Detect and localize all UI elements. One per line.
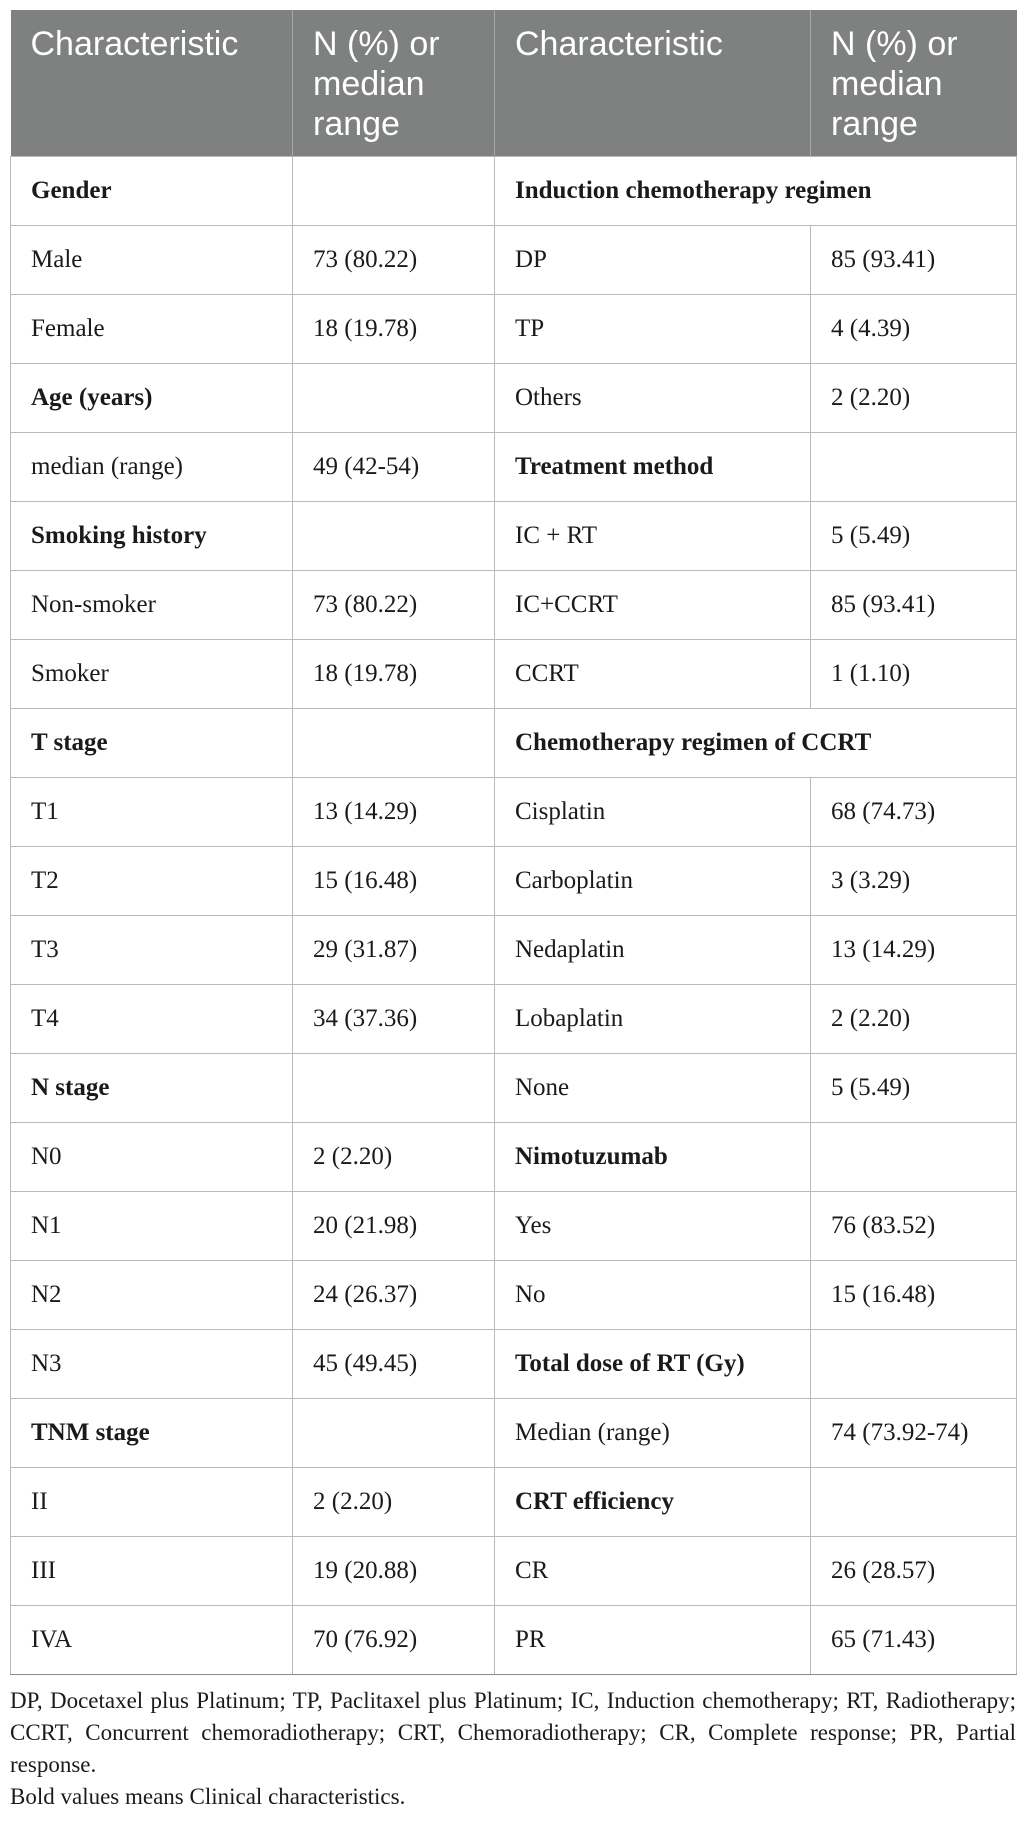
value-cell-right: 2 (2.20) — [811, 985, 1017, 1054]
section-heading-left: Smoking history — [11, 502, 293, 571]
table-row — [11, 1606, 1017, 1675]
table-row — [11, 916, 1017, 985]
table-row — [11, 226, 1017, 295]
value-cell-right — [811, 1123, 1017, 1192]
table-row — [11, 1192, 1017, 1261]
section-heading-right: CRT efficiency — [495, 1468, 811, 1537]
clinical-characteristics-table — [10, 10, 1017, 1675]
value-cell-right: 1 (1.10) — [811, 640, 1017, 709]
characteristic-label-right: Yes — [495, 1192, 811, 1261]
section-heading-right: Nimotuzumab — [495, 1123, 811, 1192]
value-cell-left: 2 (2.20) — [293, 1123, 495, 1192]
characteristic-label-left: III — [11, 1537, 293, 1606]
characteristic-label-left: median (range) — [11, 433, 293, 502]
table-container — [10, 10, 1016, 1813]
value-cell-left: 29 (31.87) — [293, 916, 495, 985]
characteristic-label-left: T2 — [11, 847, 293, 916]
characteristic-label-right: Nedaplatin — [495, 916, 811, 985]
characteristic-label-left: N2 — [11, 1261, 293, 1330]
section-heading-left: T stage — [11, 709, 293, 778]
value-cell-left: 18 (19.78) — [293, 640, 495, 709]
characteristic-label-right: IC + RT — [495, 502, 811, 571]
value-cell-left — [293, 157, 495, 226]
value-cell-left: 34 (37.36) — [293, 985, 495, 1054]
section-heading-right: Total dose of RT (Gy) — [495, 1330, 811, 1399]
header-line: median — [831, 65, 943, 103]
value-cell-left: 70 (76.92) — [293, 1606, 495, 1675]
header-line: median — [313, 65, 425, 103]
value-cell-left: 73 (80.22) — [293, 226, 495, 295]
characteristic-label-left: II — [11, 1468, 293, 1537]
characteristic-label-right: IC+CCRT — [495, 571, 811, 640]
table-row — [11, 364, 1017, 433]
header-line: range — [831, 105, 918, 143]
header-line: N (%) or — [831, 25, 958, 63]
section-heading-right: Chemotherapy regimen of CCRT — [495, 709, 1017, 778]
characteristic-label-left: N1 — [11, 1192, 293, 1261]
table-row — [11, 502, 1017, 571]
value-cell-left — [293, 709, 495, 778]
value-cell-right — [811, 1330, 1017, 1399]
characteristic-label-right: Others — [495, 364, 811, 433]
value-cell-left — [293, 1399, 495, 1468]
value-cell-right: 65 (71.43) — [811, 1606, 1017, 1675]
header-line: range — [313, 105, 400, 143]
header-n-percent-right — [811, 10, 1017, 157]
table-row — [11, 640, 1017, 709]
characteristic-label-left: Male — [11, 226, 293, 295]
characteristic-label-left: N3 — [11, 1330, 293, 1399]
value-cell-right: 5 (5.49) — [811, 1054, 1017, 1123]
table-footnotes — [10, 1685, 1016, 1813]
characteristic-label-left: IVA — [11, 1606, 293, 1675]
table-row — [11, 433, 1017, 502]
table-row — [11, 778, 1017, 847]
table-row — [11, 1468, 1017, 1537]
table-row — [11, 847, 1017, 916]
value-cell-left: 45 (49.45) — [293, 1330, 495, 1399]
characteristic-label-left: Smoker — [11, 640, 293, 709]
bold-values-note: Bold values means Clinical characteristics. — [10, 1784, 406, 1809]
value-cell-right: 26 (28.57) — [811, 1537, 1017, 1606]
table-row — [11, 1330, 1017, 1399]
header-line: N (%) or — [313, 25, 440, 63]
value-cell-left: 2 (2.20) — [293, 1468, 495, 1537]
value-cell-left: 15 (16.48) — [293, 847, 495, 916]
characteristic-label-right: No — [495, 1261, 811, 1330]
characteristic-label-left: T1 — [11, 778, 293, 847]
characteristic-label-right: Lobaplatin — [495, 985, 811, 1054]
characteristic-label-left: T4 — [11, 985, 293, 1054]
value-cell-left: 13 (14.29) — [293, 778, 495, 847]
table-row — [11, 295, 1017, 364]
table-row — [11, 1399, 1017, 1468]
table-row — [11, 1054, 1017, 1123]
value-cell-right: 5 (5.49) — [811, 502, 1017, 571]
table-row — [11, 1261, 1017, 1330]
section-heading-left: Age (years) — [11, 364, 293, 433]
header-n-percent-left — [293, 10, 495, 157]
section-heading-left: N stage — [11, 1054, 293, 1123]
characteristic-label-left: N0 — [11, 1123, 293, 1192]
value-cell-left — [293, 364, 495, 433]
value-cell-right: 3 (3.29) — [811, 847, 1017, 916]
characteristic-label-right: CCRT — [495, 640, 811, 709]
header-characteristic-left: Characteristic — [11, 10, 293, 157]
value-cell-left: 18 (19.78) — [293, 295, 495, 364]
characteristic-label-right: Cisplatin — [495, 778, 811, 847]
characteristic-label-left: T3 — [11, 916, 293, 985]
characteristic-label-right: CR — [495, 1537, 811, 1606]
characteristic-label-right: None — [495, 1054, 811, 1123]
table-body — [11, 157, 1017, 1675]
value-cell-right — [811, 433, 1017, 502]
value-cell-left: 49 (42-54) — [293, 433, 495, 502]
value-cell-right — [811, 1468, 1017, 1537]
value-cell-left: 73 (80.22) — [293, 571, 495, 640]
value-cell-right: 76 (83.52) — [811, 1192, 1017, 1261]
characteristic-label-right: Median (range) — [495, 1399, 811, 1468]
table-row — [11, 157, 1017, 226]
characteristic-label-right: DP — [495, 226, 811, 295]
section-heading-left: TNM stage — [11, 1399, 293, 1468]
value-cell-left: 20 (21.98) — [293, 1192, 495, 1261]
value-cell-right: 2 (2.20) — [811, 364, 1017, 433]
characteristic-label-right: TP — [495, 295, 811, 364]
section-heading-right: Induction chemotherapy regimen — [495, 157, 1017, 226]
abbreviations-note: DP, Docetaxel plus Platinum; TP, Paclitaxel plus Platinum; IC, Induction chemotherapy; RT, Radiotherapy; CCRT, Concurrent chemoradiotherapy; CRT, Chemoradiotherapy; CR, Complete response; PR, Partial response. — [10, 1688, 1016, 1777]
value-cell-left: 24 (26.37) — [293, 1261, 495, 1330]
section-heading-left: Gender — [11, 157, 293, 226]
header-characteristic-right: Characteristic — [495, 10, 811, 157]
value-cell-right: 4 (4.39) — [811, 295, 1017, 364]
table-row — [11, 985, 1017, 1054]
value-cell-right: 85 (93.41) — [811, 226, 1017, 295]
value-cell-right: 13 (14.29) — [811, 916, 1017, 985]
value-cell-left — [293, 502, 495, 571]
table-row — [11, 1537, 1017, 1606]
header-row — [11, 10, 1017, 157]
characteristic-label-left: Female — [11, 295, 293, 364]
characteristic-label-right: PR — [495, 1606, 811, 1675]
section-heading-right: Treatment method — [495, 433, 811, 502]
value-cell-right: 68 (74.73) — [811, 778, 1017, 847]
value-cell-right: 74 (73.92-74) — [811, 1399, 1017, 1468]
characteristic-label-right: Carboplatin — [495, 847, 811, 916]
value-cell-left: 19 (20.88) — [293, 1537, 495, 1606]
table-row — [11, 1123, 1017, 1192]
value-cell-right: 85 (93.41) — [811, 571, 1017, 640]
characteristic-label-left: Non-smoker — [11, 571, 293, 640]
value-cell-right: 15 (16.48) — [811, 1261, 1017, 1330]
table-row — [11, 709, 1017, 778]
value-cell-left — [293, 1054, 495, 1123]
table-row — [11, 571, 1017, 640]
